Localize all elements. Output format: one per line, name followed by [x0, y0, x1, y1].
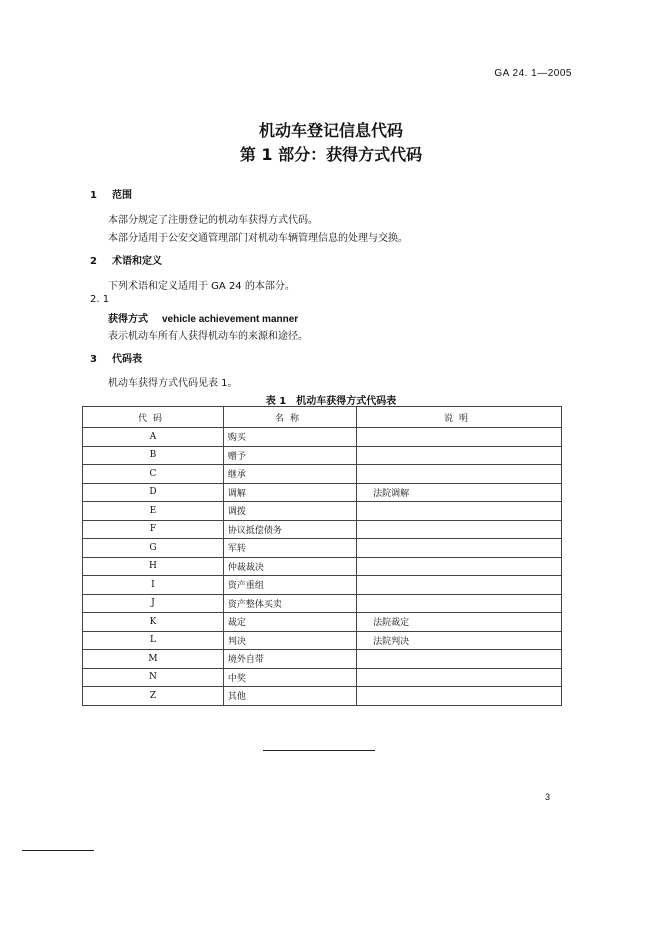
row-code: K [83, 613, 224, 632]
row-name: 资产重组 [223, 576, 356, 595]
section-number: 2 [90, 256, 97, 267]
term-entry [108, 310, 298, 325]
table-row [83, 557, 562, 576]
row-note [357, 465, 562, 484]
section-1-paragraph-1: 本部分规定了注册登记的机动车获得方式代码。 [108, 215, 318, 226]
table-row [83, 520, 562, 539]
row-note [357, 650, 562, 669]
table-row [83, 446, 562, 465]
row-note: 法院调解 [357, 483, 562, 502]
row-name: 仲裁裁决 [223, 557, 356, 576]
table-row [83, 594, 562, 613]
table-body [83, 428, 562, 706]
row-code: C [83, 465, 224, 484]
document-subtitle: 第 1 部分：获得方式代码 [239, 145, 423, 164]
row-note [357, 557, 562, 576]
row-note [357, 687, 562, 706]
page-number: 3 [544, 792, 550, 802]
table-row [83, 631, 562, 650]
row-name: 调拨 [223, 502, 356, 521]
row-note [357, 520, 562, 539]
row-name: 境外自带 [223, 650, 356, 669]
row-name: 裁定 [223, 613, 356, 632]
table-row [83, 613, 562, 632]
table-row [83, 687, 562, 706]
term-english: vehicle achievement manner [162, 314, 299, 325]
row-note [357, 668, 562, 687]
section-2-paragraph-1: 下列术语和定义适用于 GA 24 的本部分。 [108, 281, 295, 292]
row-code: H [83, 557, 224, 576]
section-number: 3 [90, 354, 97, 365]
table-caption: 表 1 机动车获得方式代码表 [265, 396, 397, 407]
row-name: 其他 [223, 687, 356, 706]
row-name: 调解 [223, 483, 356, 502]
row-note: 法院判决 [357, 631, 562, 650]
document-code: GA 24. 1—2005 [494, 68, 572, 79]
row-code: E [83, 502, 224, 521]
row-note [357, 428, 562, 447]
term-definition: 表示机动车所有人获得机动车的来源和途径。 [108, 331, 308, 342]
row-code: L [83, 631, 224, 650]
section-3-paragraph-1: 机动车获得方式代码见表 1。 [108, 378, 238, 389]
row-code: J [83, 594, 224, 613]
row-code: A [83, 428, 224, 447]
row-code: N [83, 668, 224, 687]
row-note [357, 576, 562, 595]
section-1-paragraph-2: 本部分适用于公安交通管理部门对机动车辆管理信息的处理与交换。 [108, 233, 408, 244]
row-name: 协议抵偿债务 [223, 520, 356, 539]
table-row [83, 539, 562, 558]
table-row [83, 428, 562, 447]
row-note [357, 539, 562, 558]
row-name: 购买 [223, 428, 356, 447]
section-title: 范围 [112, 190, 132, 201]
subsection-number: 2. 1 [90, 294, 110, 305]
row-code: I [83, 576, 224, 595]
row-note [357, 502, 562, 521]
section-number: 1 [90, 190, 97, 201]
row-code: G [83, 539, 224, 558]
footer-rule [22, 850, 94, 851]
table-row [83, 483, 562, 502]
header-code: 代码 [83, 407, 224, 428]
section-3-heading [90, 350, 142, 365]
header-note: 说明 [357, 407, 562, 428]
row-note [357, 446, 562, 465]
table-row [83, 650, 562, 669]
table-row [83, 576, 562, 595]
term-chinese: 获得方式 [108, 314, 148, 325]
section-2-heading [90, 252, 162, 267]
end-rule [263, 750, 375, 751]
row-code: M [83, 650, 224, 669]
row-name: 中奖 [223, 668, 356, 687]
table-row [83, 465, 562, 484]
header-name: 名称 [223, 407, 356, 428]
row-name: 军转 [223, 539, 356, 558]
section-title: 术语和定义 [112, 256, 162, 267]
table-row [83, 502, 562, 521]
section-1-heading [90, 186, 132, 201]
row-code: B [83, 446, 224, 465]
document-title: 机动车登记信息代码 [258, 121, 403, 140]
table-header-row [83, 407, 562, 428]
row-note [357, 594, 562, 613]
row-code: D [83, 483, 224, 502]
code-table [82, 406, 562, 706]
section-title: 代码表 [112, 354, 142, 365]
row-code: F [83, 520, 224, 539]
row-name: 判决 [223, 631, 356, 650]
row-name: 继承 [223, 465, 356, 484]
row-name: 资产整体买卖 [223, 594, 356, 613]
row-code: Z [83, 687, 224, 706]
row-note: 法院裁定 [357, 613, 562, 632]
table-row [83, 668, 562, 687]
row-name: 赠予 [223, 446, 356, 465]
